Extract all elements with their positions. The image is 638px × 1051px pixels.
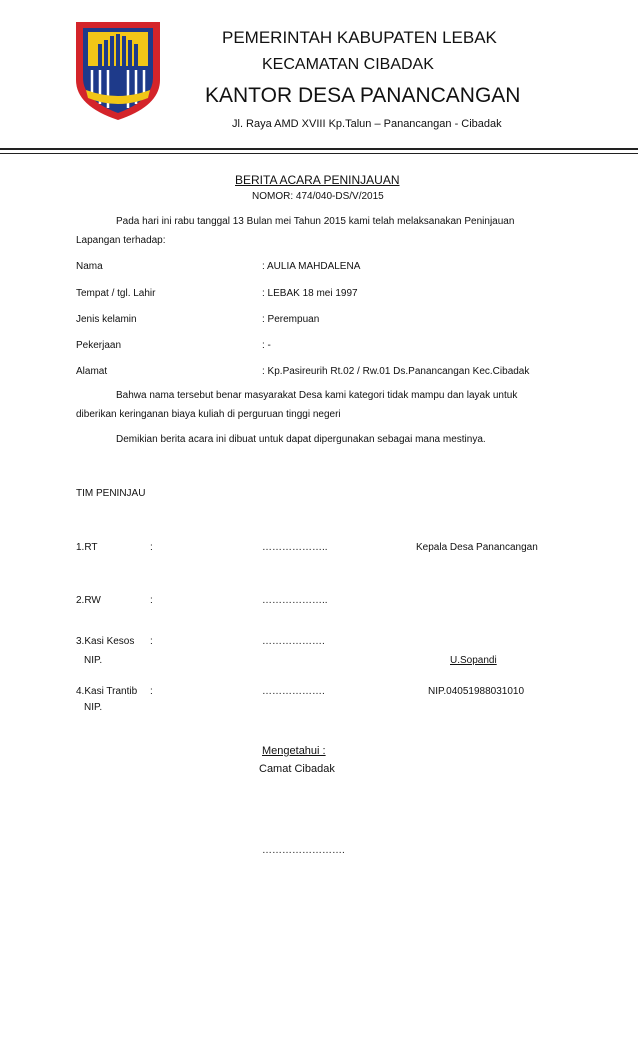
field-value-gender: : Perempuan [262,314,320,325]
office-address: Jl. Raya AMD XVIII Kp.Talun – Panancangan - Cibadak [232,118,502,130]
signature-dots-trantib: ………………. [262,686,325,697]
field-label-gender: Jenis kelamin [76,314,137,325]
field-label-address: Alamat [76,366,108,377]
member-label-rt: 1.RT [76,542,98,553]
field-value-birth: : LEBAK 18 mei 1997 [262,288,358,299]
camat-office: Camat Cibadak [259,763,335,775]
district-name: KECAMATAN CIBADAK [262,56,434,73]
field-label-occupation: Pekerjaan [76,340,122,351]
statement-line-2: diberikan keringanan biaya kuliah di perguruan tinggi negeri [76,409,341,420]
closing-statement: Demikian berita acara ini dibuat untuk dapat dipergunakan sebagai mana mestinya. [116,434,486,445]
document-title: BERITA ACARA PENINJAUAN [235,173,400,187]
office-name: KANTOR DESA PANANCANGAN [205,84,521,107]
header-rule-thick [0,148,638,150]
signature-dots-kesos: ………………. [262,636,325,647]
field-label-birth: Tempat / tgl. Lahir [76,288,156,299]
member-label-kesos: 3.Kasi Kesos [76,636,135,647]
government-name: PEMERINTAH KABUPATEN LEBAK [222,28,497,47]
head-of-village-nip: NIP.04051988031010 [428,686,525,697]
member-colon-rw: : [150,595,153,606]
camat-signature-dots: ……………………. [262,845,345,856]
field-value-address: : Kp.Pasireurih Rt.02 / Rw.01 Ds.Panancangan Kec.Cibadak [262,366,530,377]
member-colon-rt: : [150,542,153,553]
head-of-village-name: U.Sopandi [450,655,497,666]
member-label-rw: 2.RW [76,595,101,606]
member-nip-trantib: NIP. [84,702,103,713]
regency-logo [70,18,166,122]
intro-line-2: Lapangan terhadap: [76,235,166,246]
member-colon-kesos: : [150,636,153,647]
signature-dots-rt: ……………….. [262,542,328,553]
signature-dots-rw: ……………….. [262,595,328,606]
header-rule-thin [0,153,638,154]
field-value-occupation: : - [262,340,271,351]
head-of-village-title: Kepala Desa Panancangan [416,542,538,553]
intro-line-1: Pada hari ini rabu tanggal 13 Bulan mei Tahun 2015 kami telah melaksanakan Peninjauan [116,216,515,227]
field-value-name: : AULIA MAHDALENA [262,261,361,272]
member-label-trantib: 4.Kasi Trantib [76,686,138,697]
team-heading: TIM PENINJAU [76,488,146,499]
acknowledged-label: Mengetahui : [262,745,326,757]
member-nip-kesos: NIP. [84,655,103,666]
document-number: NOMOR: 474/040-DS/V/2015 [252,191,384,202]
field-label-name: Nama [76,261,103,272]
member-colon-trantib: : [150,686,153,697]
statement-line-1: Bahwa nama tersebut benar masyarakat Desa kami kategori tidak mampu dan layak untuk [116,390,518,401]
